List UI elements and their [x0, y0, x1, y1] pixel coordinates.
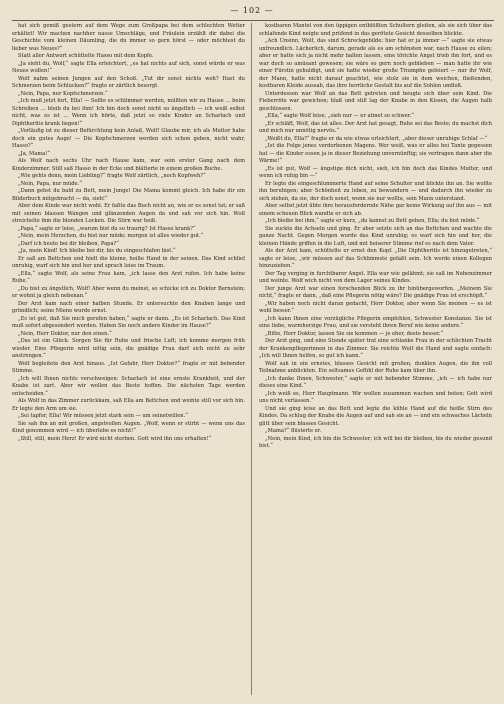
paragraph: „Sei tapfer, Ella! Wir müssen jetzt stark sein — um seinetwillen.“ [18, 413, 188, 419]
paragraph: Der Arzt ging, und eine Stunde später trat eine schlanke Frau in der schlichten Tracht der Krankenpflegerinnen in das Zimmer. Sie reichte Wolf die Hand und sagte einfach: „Ich will Ihnen helfen, so gut ich kann.“ [259, 338, 492, 359]
header-rule [12, 20, 494, 21]
paragraph: Aber selbst jetzt übte ihre herausfordernde Nähe gar keine Wirkung auf ihn aus — mit einem scheuen Blick wandte er sich ab. [259, 203, 492, 217]
paragraph: „Mama?“ flüsterte er. [265, 428, 322, 434]
paragraph: „Er schläft, Wolf, das ist alles. Der Arzt hat gesagt, Ruhe sei das Beste; du machst dich und mich nur unnötig nervös.“ [259, 120, 492, 134]
paragraph: kostbaren Mantel von den üppigen entblößten Schultern gleiten, als sie sich über das schlafende Kind neigte und prüfend in das gerötete Gesicht desselben blickte. [259, 23, 492, 37]
paragraph: „Nein, mein Herzchen, du bist nur müde; morgen ist alles wieder gut.“ [18, 233, 204, 239]
right-column [259, 23, 492, 697]
paragraph: „Ella,“ sagte Wolf leise, „sieh nur — er atmet so schwer.“ [265, 113, 414, 119]
column-divider [251, 23, 252, 695]
paragraph: „Bitte, Herr Doktor, lassen Sie sie kommen — je eher, desto besser.“ [265, 330, 444, 337]
paragraph: „Es ist gut, Wolf — ängstige dich nicht, sieh, ich bin doch das Kindes Mutter, und wenn ich ruhig bin —“ [259, 165, 492, 179]
paragraph: „Still, still, mein Herz! Er wird nicht sterben. Gott wird ihn uns erhalten!“ [18, 435, 212, 442]
page-number-text: — 102 — [230, 6, 274, 15]
paragraph: „Ich muß jetzt fort, Ella! — Sollte es schlimmer werden, müßten wir zu Hause ... beim Schreiben ... bleib du bei ihm! Ich bin doch sonst nicht so ängstlich — ich weiß selbst nicht, was es ist ... Wenn ich hörte, daß jetzt so viele Kinder an Scharlach und Diphtheritis krank liegen!“ [12, 98, 245, 127]
paragraph: „Ella,“ sagte Wolf, als seine Frau kam, „ich lasse den Arzt rufen. Ich habe keine Ruhe.“ [12, 270, 245, 284]
paragraph: „Ich will Ihnen nichts verschweigen: Scharlach ist eine ernste Krankheit, und der Knabe ist zart. Aber wir wollen das Beste hoffen. Die nächsten Tage werden entscheiden.“ [12, 375, 245, 397]
paragraph: Der Tag verging in furchtbarer Angst. Ella war wie gelähmt; sie saß im Nebenzimmer und weinte. Wolf wich nicht von dem Lager seines Kindes. [259, 270, 492, 284]
paragraph: Als Wolf in das Zimmer zurückkam, saß Ella am Bettchen und weinte still vor sich hin. Er legte den Arm um sie. [12, 398, 245, 412]
page-number [0, 6, 504, 15]
paragraph: „Ja, mein Kind! Ich bleibe bei dir, bis du eingeschlafen bist.“ [18, 248, 176, 254]
paragraph: Er saß am Bettchen und hielt die kleine, heiße Hand in der seinen. Das Kind schlief unruhig, warf sich hin und her und sprach leise im Traum. [12, 255, 245, 269]
paragraph: Aber dem Kinde war nicht wohl. Er faßte das Buch nicht an, wie er es sonst tat; er saß mit seinen blassen Wangen und glänzenden Augen da und sah vor sich hin. Wolf streichelte ihm die blonden Locken. Die Stirn war heiß. [12, 203, 245, 224]
paragraph: „Vorläufig ist zu dieser Befürchtung kein Anlaß, Wolf! Glaube mir, ich als Mutter habe doch ein gutes Auge! — Die Kopfschmerzen werden sich schon geben, nicht wahr, Hasso?“ [12, 128, 245, 149]
paragraph: „Darf ich heute bei dir bleiben, Papa?“ [18, 240, 119, 247]
paragraph: Als der Arzt kam, schüttelte er ernst den Kopf. „Die Diphtheritis ist hinzugetreten,“ sagte er leise, „wir müssen auf das Schlimmste gefaßt sein. Ich werde einen Kollegen hinzuziehen.“ [259, 248, 492, 269]
paragraph: Statt aller Antwort schüttelte Hasso mit dem Kopfe. [18, 53, 154, 59]
paragraph: Wolf sah in ein ernstes, blasses Gesicht mit großen, dunklen Augen, die ihn voll Teilnahme anblickten. Ein seltsames Gefühl der Ruhe kam über ihn. [259, 360, 492, 374]
paragraph: „Nein, Papa, nur Kopfschmerzen.“ [18, 90, 108, 97]
paragraph: „Ja, Mama!“ [18, 150, 51, 157]
paragraph: Als Wolf nach sechs Uhr nach Hause kam, war sein erster Gang nach dem Kinderzimmer. Still saß Hasso in der Ecke und blätterte in einem großen Buche. [12, 158, 245, 172]
paragraph: Wolf nahm seinen Jungen auf den Schoß. „Tut dir sonst nichts weh? Hast du Schmerzen beim Schlucken?“ fragte er zärtlich besorgt. [12, 75, 245, 89]
paragraph: „Ja sieht du, Wolf,“ sagte Ella erleichtert, „es hat nichts auf sich, sonst würde er was Neues wollen!“ [12, 60, 245, 74]
paragraph: „Du bist zu ängstlich, Wolf! Aber wenn du meinst, so schicke ich zu Doktor Bernstein; er wohnt ja gleich nebenan.“ [12, 285, 245, 299]
paragraph: „Nein, Papa, nur müde.“ [18, 180, 82, 187]
paragraph: „Es ist gut, daß Sie mich gerufen haben,“ sagte er dann. „Es ist Scharlach. Das Kind muß sofort abgesondert werden. Haben Sie noch andere Kinder im Hause?“ [12, 315, 245, 329]
paragraph: Der junge Arzt war einen forschenden Blick zu ihr hinübergeworfen. „Meinem Sie nicht,“ fragte er dann, „daß eine Pflegerin nötig wäre? Die gnädige Frau ist erschöpft.“ [259, 285, 492, 299]
paragraph: „Nein, Herr Doktor, nur den einen.“ [18, 330, 112, 337]
paragraph: „Ich danke Ihnen, Schwester,“ sagte er mit bebender Stimme, „ich — ich habe nur dieses eine Kind.“ [259, 375, 492, 389]
paragraph: „Papa,“ sagte er leise, „warum bist du so traurig? Ist Hasso krank?“ [18, 225, 196, 232]
paragraph: „Dann gehst du bald zu Bett, mein Junge! Die Mama kommt gleich. Ich habe dir ein Bilderbuch mitgebracht — da, sieh!“ [12, 188, 245, 202]
paragraph: hat sich gemiß gestern auf dem Wege zum Großpapa bei dem schlechten Wetter erkältet! Wir machen nachher nasse Umschläge, und Fräulein erzählt dir dabei die Geschichte vom kleinen Däumling, die du immer so gern hörst — oder möchtest du lieber was Neues?“ [12, 23, 245, 52]
paragraph: Und sie ging leise an das Bett und legte die kühle Hand auf die heiße Stirn des Kindes. Da schlug der Knabe die Augen auf und sah sie an — und ein schwaches Lächeln glitt über sein blasses Gesicht. [259, 405, 492, 427]
paragraph: „Weißt du, Ella?“ fragte er da wie etwas erleichtert, „aber dieser unruhige Schlaf —“ [265, 135, 488, 142]
paragraph: „Ach Unsinn, Wolf, das sind Schreckgebilde; hier hat er ja immer —“ sagte sie etwas unfreundlich. Lächerlich, darum, gerade als es am schönsten war, nach Hause zu eilen; aber er hatte sich ja nicht mehr halten lassen, eine törichte Angst trieb ihn fort, und es war doch so amüsant gewesen; sie wäre so gern noch geblieben — man hatte ihr wie einer Fürstin gehuldigt, und sie hatte wieder große Triumphe gefeiert — nur ihr Wolf, der Mann, hatte nicht darauf geachtet, wie stolz sie in dem weichen, fließenden, kostbaren Kleide aussah, das ihre herrliche Gestalt bis auf die Sohlen umfloß. [259, 38, 492, 89]
paragraph: Der Arzt kam nach einer halben Stunde. Er untersuchte den Knaben lange und gründlich; seine Miene wurde ernst. [12, 300, 245, 314]
paragraph: „Nein, mein Kind, ich bin die Schwester; ich will bei dir bleiben, bis du wieder gesund bist.“ [259, 435, 492, 449]
paragraph: „Wir haben noch nicht daran gedacht, Herr Doktor, aber wenn Sie meinen — es ist wohl besser.“ [259, 300, 492, 314]
paragraph: Sie sah ihn an mit großen, angstvollen Augen. „Wolf, wenn er stirbt — wenn uns das Kind genommen wird — ich überlebe es nicht!“ [12, 420, 245, 434]
paragraph: „Ich kann Ihnen eine vorzügliche Pflegerin empfehlen, Schwester Konstanze. Sie ist eine liebe, warmherzige Frau, und sie versteht ihren Beruf wie keine andere.“ [259, 315, 492, 329]
paragraph: Wolf begleitete den Arzt hinaus. „Ist Gefahr, Herr Doktor?“ fragte er mit bebender Stimme. [12, 360, 245, 374]
paragraph: „Ich weiß es, Herr Hauptmann. Wir wollen zusammen wachen und beten; Gott wird uns nicht verlassen.“ [259, 390, 492, 404]
paragraph: „Wie gehts denn, mein Liebling?“ fragte Wolf zärtlich, „noch Kopfweh?“ [18, 173, 206, 179]
paragraph: Sie zuckte die Achseln und ging. Er aber setzte sich an das Bettchen und wachte die ganze Nacht. Gegen Morgen wurde das Kind unruhig; es warf sich hin und her, die kleinen Hände griffen in die Luft, und mit heiserer Stimme rief es nach dem Vater. [259, 225, 492, 247]
paragraph: Unterdessen war Wolf an das Bett getreten und beugte sich über sein Kind. Die Fieberröte war gewichen; blaß und still lag der Knabe in den Kissen, die Augen halb geschlossen. [259, 90, 492, 112]
paragraph: „Ist die Folge jenes verdorbenen Magens. Wer weiß, was er alles bei Tante gegessen hat — die Kinder essen ja in dieser Beziehung unvernünftig; sie vertragen dann aber die Wärme!“ [259, 143, 492, 164]
paragraph: „Das ist ein Glück. Sorgen Sie für Ruhe und frische Luft; ich komme morgen früh wieder. Eine Pflegerin wird nötig sein, die gnädige Frau darf sich nicht zu sehr anstrengen.“ [12, 338, 245, 359]
left-column [12, 23, 245, 697]
paragraph: Er legte die eingeschlummerte Hand auf seine Schulter und blickte ihn an. Sie wollte ihn beruhigen; aber Schönheit zu leben, zu bewundern — und dadurch ihn wieder zu sich ziehen, da sie, der doch sonst, wenn sie nur wollte, sein Mann unterstand. [259, 180, 492, 202]
paragraph: „Ich bleibe bei ihm,“ sagte er kurz, „du kannst zu Bett gehen, Ella; du bist müde.“ [265, 218, 480, 224]
